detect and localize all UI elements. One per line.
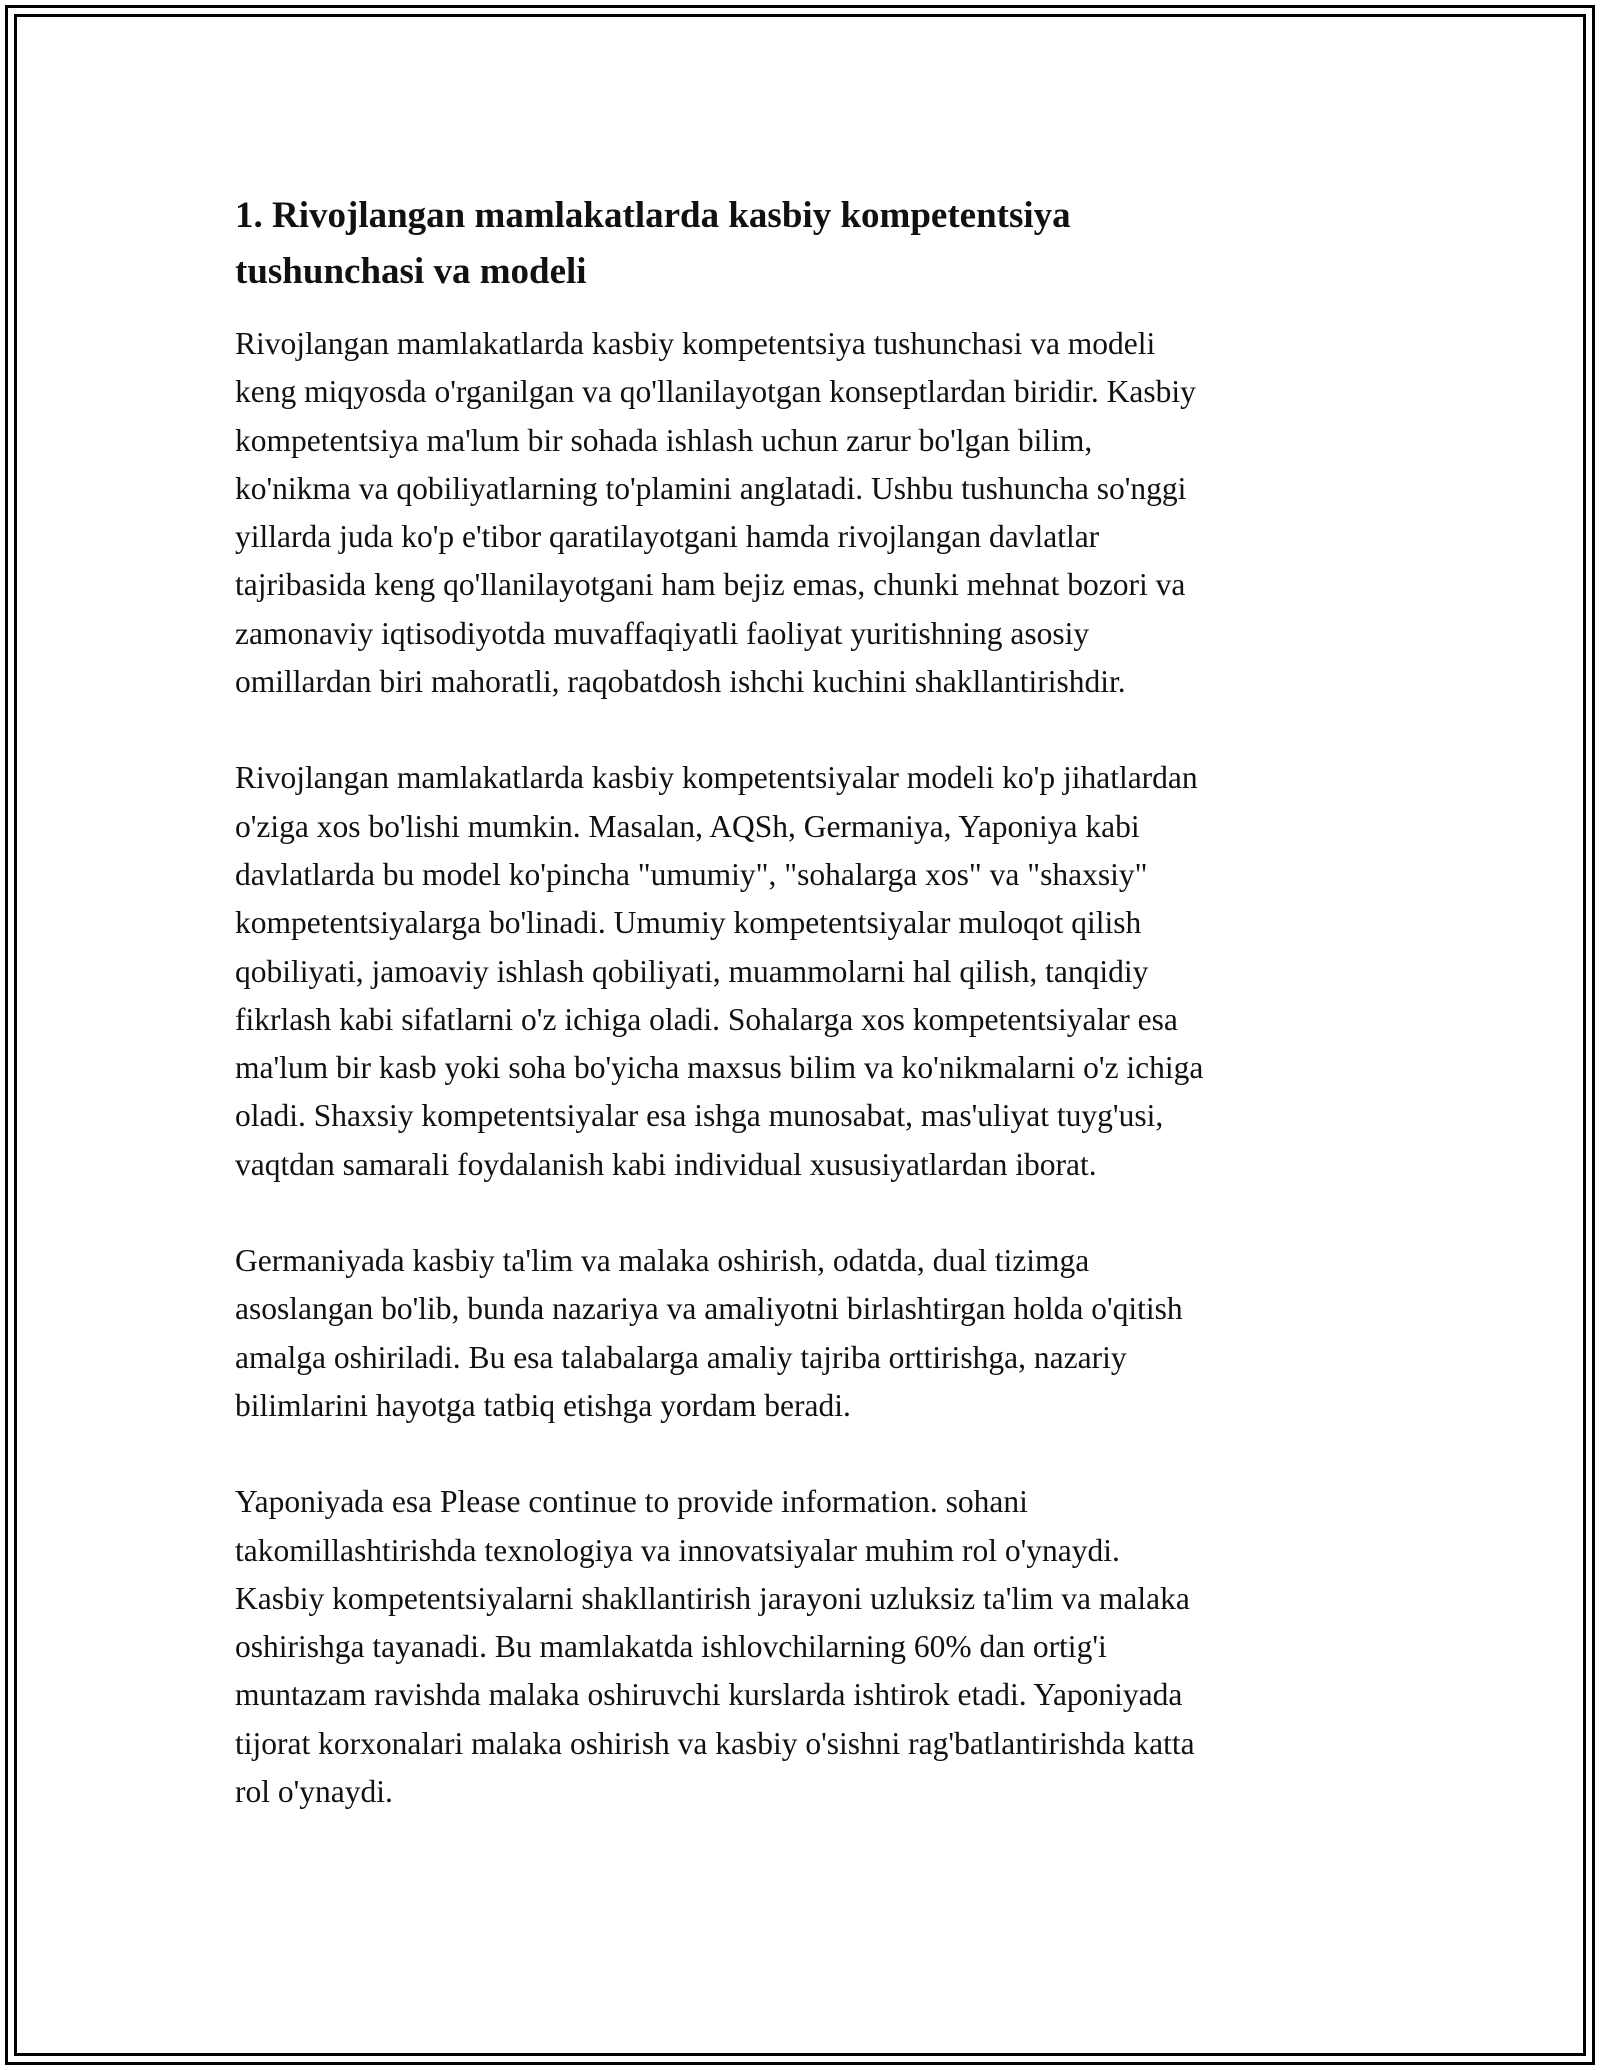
paragraph-2: Rivojlangan mamlakatlarda kasbiy kompetentsiyalar modeli ko'p jihatlardan o'ziga xos bo'lishi mumkin. Masalan, AQSh, Germaniya, Yaponiya kabi davlatlarda bu model ko'pincha "umumiy", "sohalarga xos" va "shaxsiy" kompetentsiyalarga bo'linadi. Umumiy kompetentsiyalar muloqot qilish qobiliyati, jamoaviy ishlash qobiliyati, muammolarni hal qilish, tanqidiy fikrlash kabi sifatlarni o'z ichiga oladi. Sohalarga xos kompetentsiyalar esa ma'lum bir kasb yoki soha bo'yicha maxsus bilim va ko'nikmalarni o'z ichiga oladi. Shaxsiy kompetentsiyalar esa ishga munosabat, mas'uliyat tuyg'usi, vaqtdan samarali foydalanish kabi individual xususiyatlardan iborat.	[235, 760, 1204, 1182]
paragraph-1: Rivojlangan mamlakatlarda kasbiy kompetentsiya tushunchasi va modeli keng miqyosda o'rganilgan va qo'llanilayotgan konseptlardan biridir. Kasbiy kompetentsiya ma'lum bir sohada ishlash uchun zarur bo'lgan bilim, ko'nikma va qobiliyatlarning to'plamini anglatadi. Ushbu tushuncha so'nggi yillarda juda ko'p e'tibor qaratilayotgani hamda rivojlangan davlatlar tajribasida keng qo'llanilayotgani ham bejiz emas, chunki mehnat bozori va zamonaviy iqtisodiyotda muvaffaqiyatli faoliyat yuritishning asosiy omillardan biri mahoratli, raqobatdosh ishchi kuchini shakllantirishdir.	[235, 326, 1196, 700]
section-heading: 1. Rivojlangan mamlakatlarda kasbiy kompetentsiya tushunchasi va modeli	[235, 195, 1071, 292]
paragraph-3: Germaniyada kasbiy ta'lim va malaka oshirish, odatda, dual tizimga asoslangan bo'lib, bunda nazariya va amaliyotni birlashtirgan holda o'qitish amalga oshiriladi. Bu esa talabalarga amaliy tajriba orttirishga, nazariy bilimlarini hayotga tatbiq etishga yordam beradi.	[235, 1243, 1183, 1423]
paragraph-4: Yaponiyada esa Please continue to provide information. sohani takomillashtirishda texnologiya va innovatsiyalar muhim rol o'ynaydi. Kasbiy kompetentsiyalarni shakllantirish jarayoni uzluksiz ta'lim va malaka oshirishga tayanadi. Bu mamlakatda ishlovchilarning 60% dan ortig'i muntazam ravishda malaka oshiruvchi kurslarda ishtirok etadi. Yaponiyada tijorat korxonalari malaka oshirish va kasbiy o'sishni rag'batlantirishda katta rol o'ynaydi.	[235, 1484, 1195, 1810]
document-body	[235, 188, 1370, 1864]
